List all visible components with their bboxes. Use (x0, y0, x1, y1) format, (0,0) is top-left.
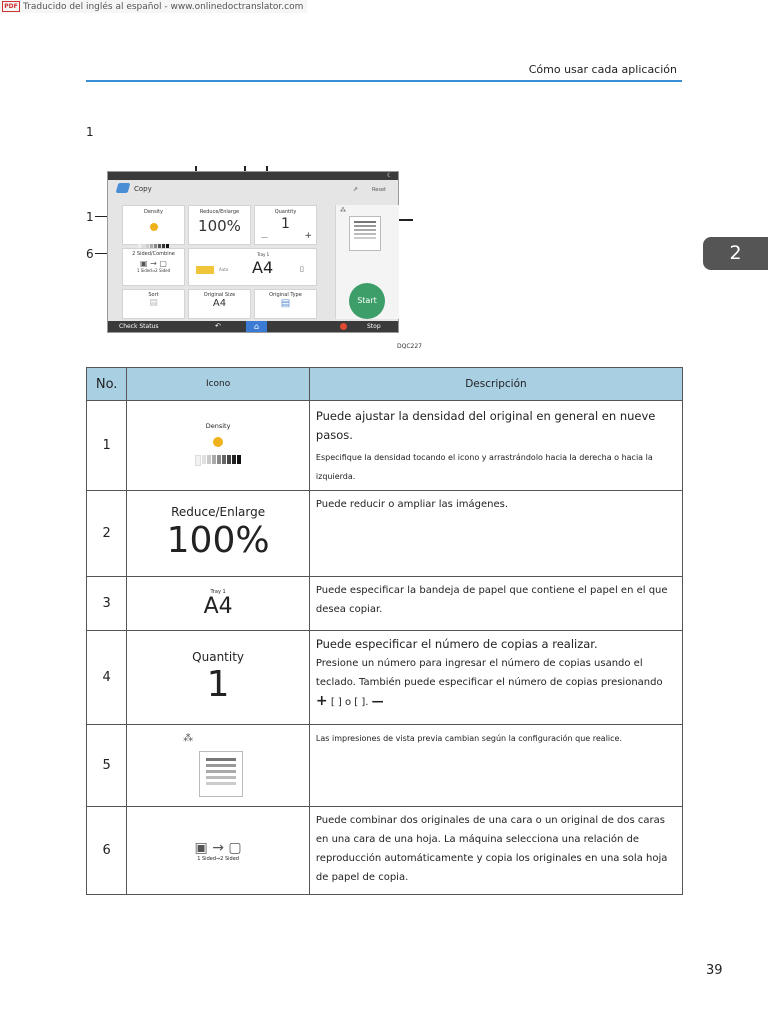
desc-main: Puede reducir o ampliar las imágenes. (315, 499, 509, 510)
preview-icon-cell (127, 725, 310, 807)
tray-icon-label: Tray 1 (210, 588, 226, 595)
quantity-tile-value: 1 (281, 216, 290, 232)
reduce-enlarge-tile-value: 100% (198, 217, 241, 235)
density-scale-icon (195, 455, 241, 466)
stop-icon[interactable] (340, 323, 347, 330)
row-description (309, 631, 682, 725)
original-size-value: A4 (212, 298, 227, 309)
paper-orientation-icon: ▯ (300, 265, 304, 273)
table-header-row (87, 368, 683, 401)
minus-icon: — (371, 694, 384, 708)
desc-main: Puede ajustar la densidad del original en general en nueve pasos. (315, 409, 656, 442)
desc-main: Puede especificar la bandeja de papel que contiene el papel en el que desea copiar. (315, 585, 668, 615)
reset-button[interactable]: Reset (372, 187, 386, 193)
sort-tile-label: Sort (148, 292, 159, 298)
screen-bottom-bar (108, 321, 398, 332)
home-icon[interactable]: ⌂ (246, 321, 267, 332)
density-icon-label: Density (205, 421, 231, 430)
quantity-icon-cell (127, 631, 310, 725)
desc-main: Puede especificar el número de copias a realizar. (315, 637, 598, 651)
banner-text[interactable]: Traducido del inglés al español - www.onlinedoctranslator.com (23, 1, 304, 12)
row-description (309, 725, 682, 807)
row-number: 2 (87, 491, 127, 577)
preview-settings-icon[interactable]: ⁂ (340, 207, 346, 214)
reduce-enlarge-tile[interactable] (188, 205, 251, 245)
header-divider (86, 80, 682, 82)
desc-main: Las impresiones de vista previa cambian según la configuración que realice. (315, 734, 623, 743)
callout-label-1: 1 (86, 210, 94, 224)
screen-top-bar (108, 172, 398, 180)
table-row (87, 631, 683, 725)
row-number: 4 (87, 631, 127, 725)
row-number: 3 (87, 577, 127, 631)
density-icon-cell (127, 401, 310, 491)
page-number: 39 (706, 963, 723, 978)
row-number: 6 (87, 807, 127, 895)
reduce-enlarge-tile-label: Reduce/Enlarge (199, 209, 240, 215)
table-row (87, 401, 683, 491)
preview-settings-icon: ⁂ (183, 732, 194, 744)
original-size-label: Original Size (203, 292, 236, 298)
preview-document-icon (199, 751, 243, 797)
copier-screen (107, 171, 399, 333)
row-description (309, 577, 682, 631)
figure-label-top: 1 (86, 125, 94, 139)
quantity-plus-button[interactable]: + (304, 231, 312, 241)
duplex-tile-label: 2 Sided/Combine (132, 251, 175, 257)
row-number: 1 (87, 401, 127, 491)
original-type-tile[interactable] (254, 289, 317, 319)
plus-icon: + (315, 693, 328, 709)
sort-icon: ▤ (149, 298, 158, 308)
combine-icon-cell (127, 807, 310, 895)
preview-document-icon (349, 216, 381, 251)
chapter-tab: 2 (703, 237, 768, 270)
tray-icon-cell (127, 577, 310, 631)
tray-tile-label: Tray 1 (257, 252, 270, 257)
header-no: No. (87, 368, 127, 401)
check-status-button[interactable]: Check Status (119, 323, 159, 330)
original-type-icon: ▤ (280, 298, 291, 309)
duplex-combine-icon: ▣ → ▢ (194, 839, 242, 856)
icon-description-table (86, 367, 683, 895)
quantity-icon-value: 1 (206, 663, 230, 705)
row-number: 5 (87, 725, 127, 807)
header-description: Descripción (309, 368, 682, 401)
paper-tray-tile[interactable] (188, 248, 317, 286)
desc-extra-brackets: [ ] o [ ]. (330, 697, 369, 708)
quantity-tile[interactable] (254, 205, 317, 245)
back-icon[interactable]: ↶ (215, 322, 221, 330)
duplex-combine-icon: ▣ → ▢ (140, 259, 167, 268)
table-row (87, 725, 683, 807)
density-slider-icon[interactable] (150, 223, 158, 231)
copy-app-icon (116, 183, 131, 193)
sort-tile[interactable] (122, 289, 185, 319)
reduce-enlarge-icon-label: Reduce/Enlarge (171, 504, 266, 519)
row-description (309, 807, 682, 895)
reduce-enlarge-icon-cell (127, 491, 310, 577)
quantity-tile-label: Quantity (274, 209, 297, 215)
density-knob-icon (213, 437, 223, 447)
callout-label-6: 6 (86, 247, 94, 261)
duplex-tile-sub: 1 Sided⇒2 Sided (136, 268, 171, 273)
tray-icon-value: A4 (203, 593, 233, 619)
figure-code: DQC227 (397, 343, 422, 350)
original-size-tile[interactable] (188, 289, 251, 319)
density-tile-label: Density (143, 209, 163, 215)
translator-banner[interactable] (0, 0, 307, 13)
pdf-logo-icon: PDF (2, 1, 20, 12)
paper-tray-icon (196, 266, 214, 274)
start-button[interactable]: Start (349, 283, 385, 319)
table-row (87, 807, 683, 895)
combine-icon-label: 1 Sided⇒2 Sided (197, 855, 239, 862)
screen-app-title: Copy (134, 185, 152, 193)
desc-extra: Presione un número para ingresar el número de copias usando el teclado. También puede especificar el número de copias presionando (315, 658, 663, 688)
desc-main: Puede combinar dos originales de una cara o un original de dos caras en una cara de una hoja. La máquina selecciona una relación de reproducción automáticamente y copia los originales en una sola hoja de papel de copia. (315, 815, 668, 883)
duplex-combine-tile[interactable] (122, 248, 185, 286)
header-icon: Icono (127, 368, 310, 401)
quantity-minus-button[interactable]: — (261, 233, 268, 241)
desc-extra: Especifique la densidad tocando el icono y arrastrándolo hacia la derecha o hacia la izquierda. (315, 453, 653, 481)
row-description (309, 401, 682, 491)
table-row (87, 491, 683, 577)
tray-tile-value: A4 (252, 258, 274, 277)
row-description (309, 491, 682, 577)
original-type-label: Original Type (269, 292, 302, 298)
energy-saver-icon[interactable]: ☾ (387, 172, 393, 179)
reduce-enlarge-icon-value: 100% (166, 519, 270, 561)
reset-icon[interactable]: ⇗ (352, 186, 358, 193)
table-row (87, 577, 683, 631)
running-header-title: Cómo usar cada aplicación (528, 63, 677, 76)
stop-button[interactable]: Stop (367, 323, 381, 330)
auto-paper-label: Auto (219, 267, 229, 272)
quantity-icon-label: Quantity (192, 649, 245, 664)
density-tile[interactable] (122, 205, 185, 245)
